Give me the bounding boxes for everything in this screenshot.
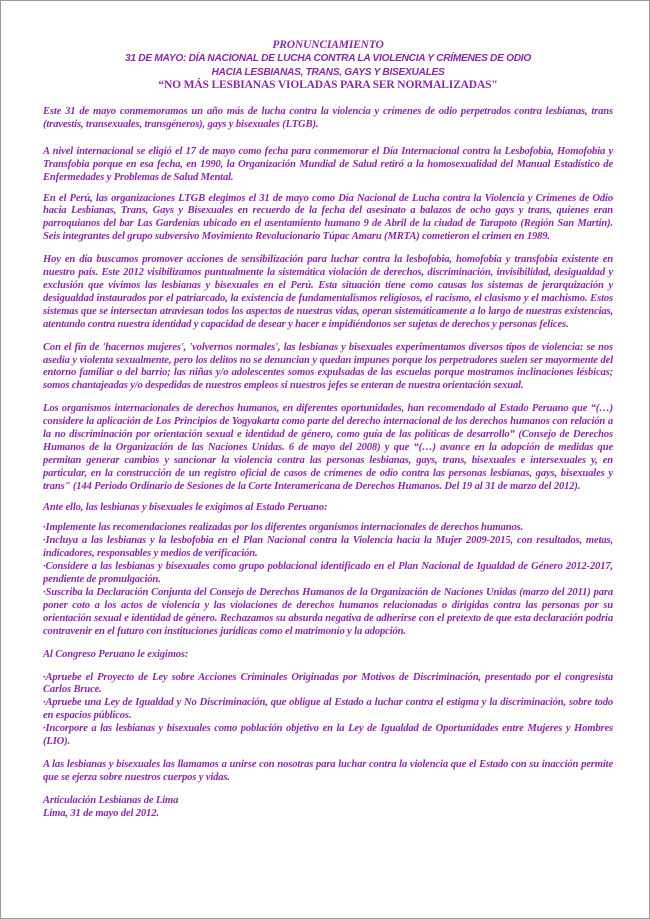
paragraph-international-orgs: Los organismos internacionales de derechos humanos, en diferentes oportunidades, han recomendado al Estado Peruano que “(…) considere la aplicación de Los Principios de Yogyakarta como parte del derecho internacional de los derechos humanos con relación a la no discriminación por orientación sexual e identidad de género, como guía de las políticas de desarrollo” (Consejo de Derechos Humanos de la Organización de las Naciones Unidas. 6 de mayo del 2008) y que “(…) avance en la adopción de medidas que permitan generar cambios y sancionar la violencia contra las personas lesbianas, gays, trans, bisexuales e intersexuales y, en particular, en la construcción de un registro oficial de casos de crímenes de odio contra las personas lesbianas, gays, bisexuales y trans" (144 Periodo Ordinario de Sesiones de la Corte Interamericana de Derechos Humanos. Del 19 al 31 de marzo del 2012).: [43, 403, 613, 492]
paragraph-intro: Este 31 de mayo conmemoramos un año más de lucha contra la violencia y crímenes de odio perpetrados contra lesbianas, trans (travestis, transexuales, transgéneros), gays y bisexuales (LTGB).: [43, 106, 613, 130]
paragraph-today: Hoy en día buscamos promover acciones de sensibilización para luchar contra la lesbofobia, homofobia y transfobia existente en nuestro país. Este 2012 visibilizamos puntualmente la sistemática violación de derechos, discriminación, invisibilidad, desigualdad y exclusión que vivimos las lesbianas y bisexuales en el Perú. Esta situación tiene como causas los sistemas de jerarquización y desigualdad instaurados por el patriarcado, la existencia de fundamentalismos religiosos, el racismo, el clasismo y el machismo. Estos sistemas que se intersectan atraviesan todos los aspectos de nuestras vidas, operan sistemáticamente a lo largo de nuestras existencias, atentando contra nuestra identidad y capacidad de desear y hacer e impidiéndonos ser sujetas de derechos y personas felices.: [43, 254, 613, 330]
paragraph-international-day: A nivel internacional se eligió el 17 de mayo como fecha para conmemorar el Día Internacional contra la Lesbofobia, Homofobia y Transfobia porque en esa fecha, en 1990, la Organización Mundial de Salud retiró a la homosexualidad del Manual Estadístico de Enfermedades y Problemas de Salud Mental.: [43, 145, 613, 183]
list-item: ·Incluya a las lesbianas y la lesbofobia en el Plan Nacional contra la Violencia hacia la Mujer 2009-2015, con resultados, metas, indicadores, responsables y medios de verificación.: [43, 535, 613, 560]
signature-place-date: Lima, 31 de mayo del 2012.: [43, 807, 159, 819]
signature-organization: Articulación Lesbianas de Lima: [43, 794, 179, 806]
document-subtitle-2: HACIA LESBIANAS, TRANS, GAYS Y BISEXUALES: [211, 66, 445, 78]
state-demands-list: [43, 522, 613, 638]
document-body: [43, 39, 613, 821]
list-item: ·Apruebe una Ley de Igualdad y No Discriminación, que obligue al Estado a luchar contra el estigma y la discriminación, sobre todo en espacios públicos.: [43, 697, 613, 722]
list-item: ·Incorpore a las lesbianas y bisexuales como población objetivo en la Ley de Igualdad de Oportunidades entre Mujeres y Hombres (LIO).: [43, 723, 613, 748]
closing-paragraph: A las lesbianas y bisexuales las llamamos a unirse con nosotras para luchar contra la violencia que el Estado con su inacción permite que se ejerza sobre nuestros cuerpos y vidas.: [43, 758, 613, 783]
document-slogan: “NO MÁS LESBIANAS VIOLADAS PARA SER NORMALIZADAS": [158, 79, 498, 91]
list-item: ·Apruebe el Proyecto de Ley sobre Acciones Criminales Originadas por Motivos de Discriminación, presentado por el congresista Carlos Bruce.: [43, 671, 613, 696]
congress-demands-intro: Al Congreso Peruano le exigimos:: [43, 648, 189, 660]
paragraph-violence: Con el fin de 'hacernos mujeres', 'volvernos normales', las lesbianas y bisexuales experimentamos diversos tipos de violencia: se nos asedia y violenta sexualmente, pero los delitos no se denuncian y quedan impunes porque los perpetradores suelen ser mayormente del entorno familiar o del barrio; las niñas y/o adolescentes somos expulsadas de las escuelas porque mostramos inclinaciones lésbicas; somos chantajeadas y/o despedidas de nuestros empleos si nuestros jefes se enteran de nuestra orientación sexual.: [43, 341, 613, 392]
document-title: PRONUNCIAMIENTO: [272, 39, 384, 51]
paragraph-peru-history: En el Perú, las organizaciones LTGB elegimos el 31 de mayo como Día Nacional de Lucha contra la Violencia y Crímenes de Odio hacia Lesbianas, Trans, Gays y Bisexuales en recuerdo de la fecha del asesinato a balazos de ocho gays y trans, quienes eran parroquianos del bar Las Gardenias ubicado en el asentamiento humano 9 de Abril de la ciudad de Tarapoto (Región San Martín). Seis integrantes del grupo subversivo Movimiento Revolucionario Túpac Amaru (MRTA) cometieron el crimen en 1989.: [43, 192, 613, 243]
document-header: [43, 39, 613, 92]
signature-block: [43, 795, 613, 821]
list-item: ·Implemente las recomendaciones realizadas por los diferentes organismos internacionales de derechos humanos.: [43, 522, 524, 534]
congress-demands-list: [43, 672, 613, 749]
list-item: ·Suscriba la Declaración Conjunta del Consejo de Derechos Humanos de la Organización de Naciones Unidas (marzo del 2011) para poner coto a los actos de violencia y las violaciones de derechos humanos relacionadas o dirigidas contra las personas por su orientación sexual e identidad de género. Rechazamos su absurda negativa de adherirse con el pretexto de que esta declaración podría contravenir en el futuro con instituciones jurídicas como el matrimonio y la adopción.: [43, 587, 613, 637]
state-demands-intro: Ante ello, las lesbianas y bisexuales le exigimos al Estado Peruano:: [43, 501, 328, 513]
list-item: ·Considere a las lesbianas y bisexuales como grupo poblacional identificado en el Plan Nacional de Igualdad de Género 2012-2017, pendiente de promulgación.: [43, 561, 613, 586]
document-subtitle-1: 31 DE MAYO: DÍA NACIONAL DE LUCHA CONTRA LA VIOLENCIA Y CRÍMENES DE ODIO: [125, 53, 531, 64]
